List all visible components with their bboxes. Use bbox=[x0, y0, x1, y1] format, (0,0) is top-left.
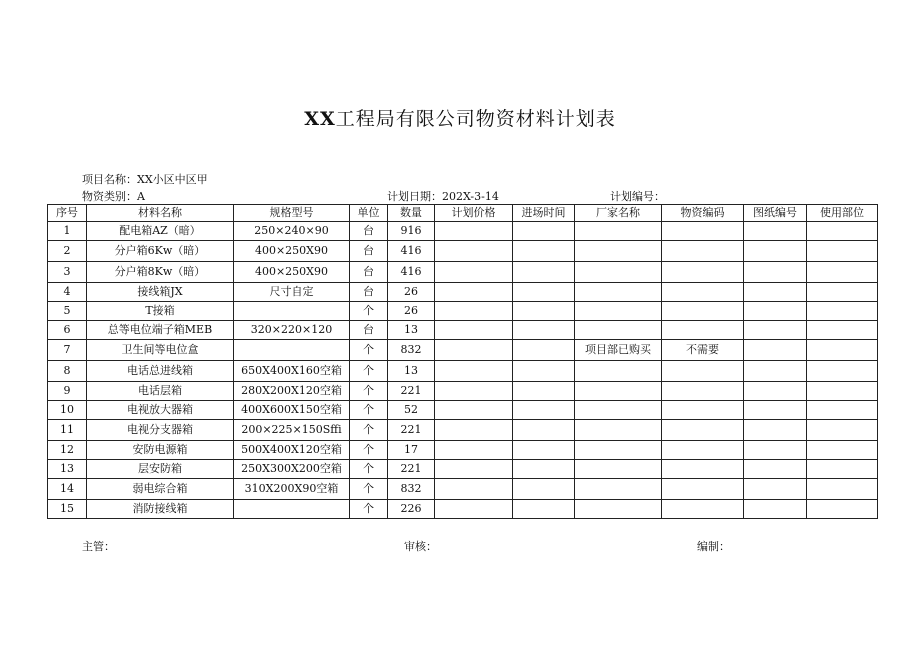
table-row bbox=[48, 361, 878, 382]
spec-cell: 310X200X90空箱 bbox=[234, 479, 350, 500]
material-name-cell: 消防接线箱 bbox=[87, 500, 234, 519]
material-name-cell: 配电箱AZ（暗） bbox=[87, 222, 234, 241]
unit-cell: 个 bbox=[350, 361, 388, 382]
page-title bbox=[0, 104, 920, 131]
spec-cell: 250×240×90 bbox=[234, 222, 350, 241]
table-body bbox=[48, 222, 878, 519]
table-header-row bbox=[48, 205, 878, 222]
drawing-number-cell bbox=[744, 321, 807, 340]
quantity-cell: 226 bbox=[388, 500, 435, 519]
quantity-cell: 13 bbox=[388, 321, 435, 340]
quantity-cell: 221 bbox=[388, 420, 435, 441]
unit-cell: 个 bbox=[350, 302, 388, 321]
manufacturer-cell bbox=[575, 500, 662, 519]
material-plan-table bbox=[47, 204, 878, 519]
row-number-cell: 3 bbox=[48, 262, 87, 283]
material-name-cell: 弱电综合箱 bbox=[87, 479, 234, 500]
row-number-cell: 9 bbox=[48, 382, 87, 401]
plan-price-cell bbox=[435, 382, 513, 401]
material-code-cell bbox=[662, 222, 744, 241]
spec-cell: 400X600X150空箱 bbox=[234, 401, 350, 420]
row-number-cell: 13 bbox=[48, 460, 87, 479]
quantity-cell: 26 bbox=[388, 283, 435, 302]
manufacturer-cell bbox=[575, 460, 662, 479]
drawing-number-cell bbox=[744, 479, 807, 500]
table-row bbox=[48, 283, 878, 302]
manufacturer-cell bbox=[575, 262, 662, 283]
table-row bbox=[48, 222, 878, 241]
material-name-cell: 接线箱JX bbox=[87, 283, 234, 302]
usage-location-cell bbox=[807, 361, 878, 382]
drawing-number-cell bbox=[744, 222, 807, 241]
material-code-cell bbox=[662, 302, 744, 321]
drawing-number-cell bbox=[744, 361, 807, 382]
manufacturer-cell: 项目部已购买 bbox=[575, 340, 662, 361]
column-header: 使用部位 bbox=[807, 205, 878, 222]
drawing-number-cell bbox=[744, 241, 807, 262]
material-code-cell bbox=[662, 283, 744, 302]
unit-cell: 台 bbox=[350, 241, 388, 262]
quantity-cell: 916 bbox=[388, 222, 435, 241]
plan-price-cell bbox=[435, 222, 513, 241]
arrival-time-cell bbox=[513, 262, 575, 283]
material-code-cell bbox=[662, 479, 744, 500]
table-row bbox=[48, 401, 878, 420]
material-name-cell: 电话总进线箱 bbox=[87, 361, 234, 382]
usage-location-cell bbox=[807, 460, 878, 479]
manufacturer-cell bbox=[575, 361, 662, 382]
material-code-cell bbox=[662, 460, 744, 479]
spec-cell: 200×225×150Sffi bbox=[234, 420, 350, 441]
quantity-cell: 832 bbox=[388, 479, 435, 500]
unit-cell: 个 bbox=[350, 401, 388, 420]
table-row bbox=[48, 302, 878, 321]
column-header: 计划价格 bbox=[435, 205, 513, 222]
table-row bbox=[48, 460, 878, 479]
arrival-time-cell bbox=[513, 382, 575, 401]
row-number-cell: 2 bbox=[48, 241, 87, 262]
table-row bbox=[48, 321, 878, 340]
row-number-cell: 12 bbox=[48, 441, 87, 460]
row-number-cell: 7 bbox=[48, 340, 87, 361]
table-row bbox=[48, 441, 878, 460]
usage-location-cell bbox=[807, 500, 878, 519]
arrival-time-cell bbox=[513, 302, 575, 321]
page-title-prefix: XX bbox=[304, 108, 336, 130]
arrival-time-cell bbox=[513, 500, 575, 519]
column-header: 厂家名称 bbox=[575, 205, 662, 222]
table-row bbox=[48, 420, 878, 441]
row-number-cell: 15 bbox=[48, 500, 87, 519]
usage-location-cell bbox=[807, 441, 878, 460]
material-code-cell bbox=[662, 382, 744, 401]
signature-manager: 主管： bbox=[82, 540, 115, 553]
quantity-cell: 13 bbox=[388, 361, 435, 382]
plan-number: 计划编号： bbox=[610, 190, 665, 203]
column-header: 单位 bbox=[350, 205, 388, 222]
project-name: 项目名称：XX小区中区甲 bbox=[82, 173, 208, 186]
quantity-cell: 416 bbox=[388, 241, 435, 262]
material-name-cell: 分户箱6Kw（暗） bbox=[87, 241, 234, 262]
plan-price-cell bbox=[435, 283, 513, 302]
manufacturer-cell bbox=[575, 401, 662, 420]
row-number-cell: 11 bbox=[48, 420, 87, 441]
manufacturer-cell bbox=[575, 241, 662, 262]
row-number-cell: 4 bbox=[48, 283, 87, 302]
column-header: 数量 bbox=[388, 205, 435, 222]
plan-price-cell bbox=[435, 460, 513, 479]
arrival-time-cell bbox=[513, 241, 575, 262]
material-code-cell: 不需要 bbox=[662, 340, 744, 361]
spec-cell bbox=[234, 340, 350, 361]
plan-price-cell bbox=[435, 302, 513, 321]
plan-price-cell bbox=[435, 500, 513, 519]
row-number-cell: 10 bbox=[48, 401, 87, 420]
drawing-number-cell bbox=[744, 262, 807, 283]
column-header: 序号 bbox=[48, 205, 87, 222]
manufacturer-cell bbox=[575, 302, 662, 321]
signature-review: 审核： bbox=[404, 540, 437, 553]
spec-cell bbox=[234, 302, 350, 321]
usage-location-cell bbox=[807, 241, 878, 262]
arrival-time-cell bbox=[513, 479, 575, 500]
row-number-cell: 6 bbox=[48, 321, 87, 340]
unit-cell: 台 bbox=[350, 222, 388, 241]
usage-location-cell bbox=[807, 401, 878, 420]
plan-date: 计划日期：202X-3-14 bbox=[387, 190, 499, 203]
spec-cell: 250X300X200空箱 bbox=[234, 460, 350, 479]
usage-location-cell bbox=[807, 222, 878, 241]
arrival-time-cell bbox=[513, 283, 575, 302]
usage-location-cell bbox=[807, 302, 878, 321]
drawing-number-cell bbox=[744, 500, 807, 519]
column-header: 进场时间 bbox=[513, 205, 575, 222]
page-title-text: 工程局有限公司物资材料计划表 bbox=[335, 108, 616, 130]
usage-location-cell bbox=[807, 382, 878, 401]
material-name-cell: 层安防箱 bbox=[87, 460, 234, 479]
plan-price-cell bbox=[435, 479, 513, 500]
arrival-time-cell bbox=[513, 441, 575, 460]
row-number-cell: 5 bbox=[48, 302, 87, 321]
drawing-number-cell bbox=[744, 302, 807, 321]
table-row bbox=[48, 262, 878, 283]
unit-cell: 个 bbox=[350, 441, 388, 460]
row-number-cell: 1 bbox=[48, 222, 87, 241]
plan-price-cell bbox=[435, 321, 513, 340]
plan-price-cell bbox=[435, 241, 513, 262]
manufacturer-cell bbox=[575, 441, 662, 460]
usage-location-cell bbox=[807, 321, 878, 340]
manufacturer-cell bbox=[575, 479, 662, 500]
arrival-time-cell bbox=[513, 361, 575, 382]
material-code-cell bbox=[662, 262, 744, 283]
quantity-cell: 221 bbox=[388, 460, 435, 479]
material-code-cell bbox=[662, 361, 744, 382]
usage-location-cell bbox=[807, 283, 878, 302]
table-row bbox=[48, 340, 878, 361]
material-name-cell: T接箱 bbox=[87, 302, 234, 321]
plan-price-cell bbox=[435, 441, 513, 460]
manufacturer-cell bbox=[575, 283, 662, 302]
quantity-cell: 52 bbox=[388, 401, 435, 420]
signature-prepare: 编制： bbox=[697, 540, 730, 553]
unit-cell: 个 bbox=[350, 382, 388, 401]
material-name-cell: 分户箱8Kw（暗） bbox=[87, 262, 234, 283]
arrival-time-cell bbox=[513, 460, 575, 479]
row-number-cell: 14 bbox=[48, 479, 87, 500]
material-code-cell bbox=[662, 401, 744, 420]
usage-location-cell bbox=[807, 262, 878, 283]
drawing-number-cell bbox=[744, 283, 807, 302]
material-name-cell: 卫生间等电位盒 bbox=[87, 340, 234, 361]
usage-location-cell bbox=[807, 340, 878, 361]
plan-price-cell bbox=[435, 401, 513, 420]
table-row bbox=[48, 500, 878, 519]
manufacturer-cell bbox=[575, 222, 662, 241]
arrival-time-cell bbox=[513, 340, 575, 361]
unit-cell: 个 bbox=[350, 460, 388, 479]
spec-cell: 280X200X120空箱 bbox=[234, 382, 350, 401]
material-code-cell bbox=[662, 500, 744, 519]
drawing-number-cell bbox=[744, 441, 807, 460]
unit-cell: 个 bbox=[350, 479, 388, 500]
unit-cell: 个 bbox=[350, 420, 388, 441]
unit-cell: 个 bbox=[350, 340, 388, 361]
spec-cell bbox=[234, 500, 350, 519]
usage-location-cell bbox=[807, 420, 878, 441]
material-name-cell: 电视放大器箱 bbox=[87, 401, 234, 420]
column-header: 图纸编号 bbox=[744, 205, 807, 222]
arrival-time-cell bbox=[513, 321, 575, 340]
drawing-number-cell bbox=[744, 401, 807, 420]
column-header: 规格型号 bbox=[234, 205, 350, 222]
material-name-cell: 电视分支器箱 bbox=[87, 420, 234, 441]
spec-cell: 650X400X160空箱 bbox=[234, 361, 350, 382]
unit-cell: 台 bbox=[350, 321, 388, 340]
column-header: 物资编码 bbox=[662, 205, 744, 222]
column-header: 材料名称 bbox=[87, 205, 234, 222]
spec-cell: 尺寸自定 bbox=[234, 283, 350, 302]
arrival-time-cell bbox=[513, 401, 575, 420]
quantity-cell: 832 bbox=[388, 340, 435, 361]
quantity-cell: 416 bbox=[388, 262, 435, 283]
usage-location-cell bbox=[807, 479, 878, 500]
material-category: 物资类别：A bbox=[82, 190, 145, 203]
material-name-cell: 安防电源箱 bbox=[87, 441, 234, 460]
material-name-cell: 总等电位端子箱MEB bbox=[87, 321, 234, 340]
spec-cell: 320×220×120 bbox=[234, 321, 350, 340]
quantity-cell: 26 bbox=[388, 302, 435, 321]
quantity-cell: 17 bbox=[388, 441, 435, 460]
spec-cell: 400×250X90 bbox=[234, 262, 350, 283]
manufacturer-cell bbox=[575, 420, 662, 441]
material-code-cell bbox=[662, 241, 744, 262]
drawing-number-cell bbox=[744, 420, 807, 441]
drawing-number-cell bbox=[744, 340, 807, 361]
arrival-time-cell bbox=[513, 222, 575, 241]
drawing-number-cell bbox=[744, 460, 807, 479]
drawing-number-cell bbox=[744, 382, 807, 401]
row-number-cell: 8 bbox=[48, 361, 87, 382]
spec-cell: 500X400X120空箱 bbox=[234, 441, 350, 460]
plan-price-cell bbox=[435, 361, 513, 382]
manufacturer-cell bbox=[575, 321, 662, 340]
material-name-cell: 电话层箱 bbox=[87, 382, 234, 401]
table-row bbox=[48, 241, 878, 262]
unit-cell: 个 bbox=[350, 500, 388, 519]
material-code-cell bbox=[662, 420, 744, 441]
material-code-cell bbox=[662, 441, 744, 460]
table-row bbox=[48, 479, 878, 500]
arrival-time-cell bbox=[513, 420, 575, 441]
manufacturer-cell bbox=[575, 382, 662, 401]
plan-price-cell bbox=[435, 340, 513, 361]
plan-price-cell bbox=[435, 420, 513, 441]
material-code-cell bbox=[662, 321, 744, 340]
spec-cell: 400×250X90 bbox=[234, 241, 350, 262]
unit-cell: 台 bbox=[350, 283, 388, 302]
table-row bbox=[48, 382, 878, 401]
quantity-cell: 221 bbox=[388, 382, 435, 401]
unit-cell: 台 bbox=[350, 262, 388, 283]
plan-price-cell bbox=[435, 262, 513, 283]
